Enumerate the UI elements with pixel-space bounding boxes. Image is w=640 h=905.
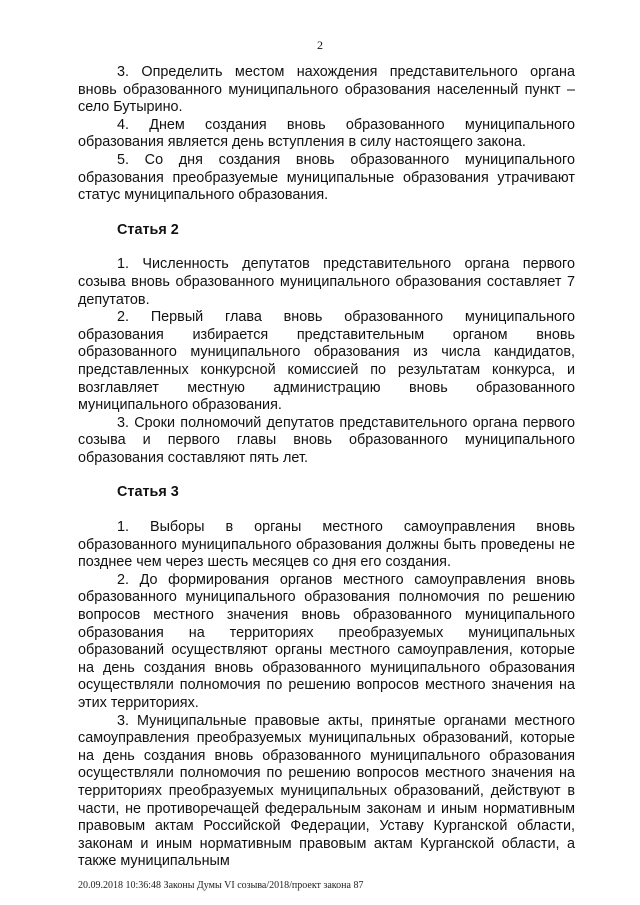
paragraph: 4. Днем создания вновь образованного муниципального образования является день вступления в силу настоящего закона. [78, 116, 575, 151]
document-footer: 20.09.2018 10:36:48 Законы Думы VI созыва/2018/проект закона 87 [78, 880, 364, 891]
paragraph: 5. Со дня создания вновь образованного муниципального образования преобразуемые муниципальные образования утрачивают статус муниципального образования. [78, 151, 575, 204]
paragraph: 1. Численность депутатов представительного органа первого созыва вновь образованного муниципального образования составляет 7 депутатов. [78, 256, 575, 308]
paragraph: 1. Выборы в органы местного самоуправления вновь образованного муниципального образования должны быть проведены не позднее чем через шесть месяцев со дня его создания. [78, 519, 575, 571]
paragraph: 3. Сроки полномочий депутатов представительного органа первого созыва и первого главы вновь образованного муниципального образования составляют пять лет. [78, 414, 575, 466]
paragraph: 3. Муниципальные правовые акты, принятые органами местного самоуправления преобразуемых муниципальных образований, которые на день создания вновь образованного муниципального образования осуществляли полномочия по решению вопросов местного значения на территориях преобразуемых муниципальных образований, действуют в части, не противоречащей федеральным законам и иным нормативным правовым актам Российской Федерации, Уставу Курганской области, законам и иным нормативным правовым актам Курганской области, а также муниципальным [78, 712, 575, 870]
paragraph: 2. Первый глава вновь образованного муниципального образования избирается представительным органом вновь образованного муниципального образования из числа кандидатов, представленных конкурсной комиссией по результатам конкурса, и возглавляет местную администрацию вновь образованного муниципального образования. [78, 309, 575, 414]
page-number: 2 [317, 38, 323, 52]
article-2-heading: Статья 2 [117, 221, 179, 238]
article-3-heading: Статья 3 [117, 484, 179, 501]
paragraph: 2. До формирования органов местного самоуправления вновь образованного муниципального образования полномочия по решению вопросов местного значения вновь образованного муниципального образования на территориях преобразуемых муниципальных образований осуществляют органы местного самоуправления, которые на день создания вновь образованного муниципального образования осуществляли полномочия по решению вопросов местного значения на этих территориях. [78, 571, 575, 711]
paragraph: 3. Определить местом нахождения представительного органа вновь образованного муниципального образования населенный пункт – село Бутырино. [78, 64, 575, 116]
document-body [78, 64, 575, 871]
